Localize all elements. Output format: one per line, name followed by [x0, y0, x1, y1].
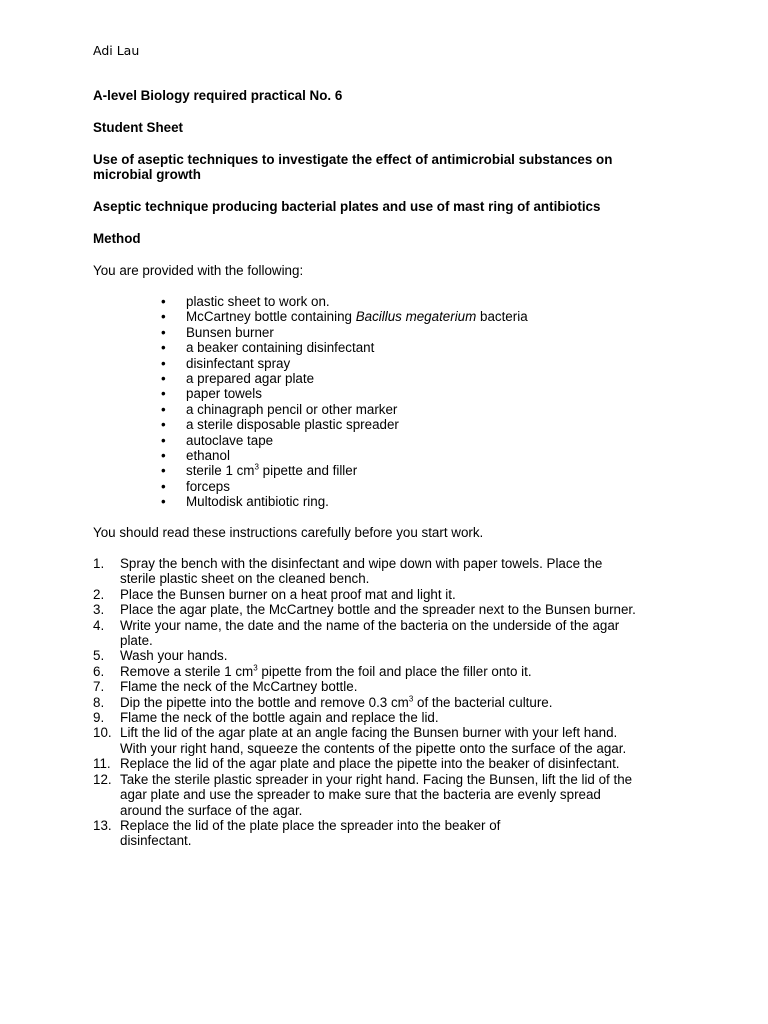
bullet-icon: • [161, 324, 166, 340]
step-number: 10. [93, 725, 112, 741]
topic-heading-line2: microbial growth [93, 167, 201, 182]
bullet-icon: • [161, 417, 166, 433]
bullet-icon: • [161, 386, 166, 402]
bullet-icon: • [161, 355, 166, 371]
bullet-icon: • [161, 447, 166, 463]
read-instructions-note: You should read these instructions carefully before you start work. [93, 525, 484, 540]
bullet-icon: • [161, 463, 166, 479]
bullet-icon: • [161, 340, 166, 356]
method-heading: Method [93, 231, 141, 246]
sheet-heading: Student Sheet [93, 120, 184, 135]
list-item: 10. Lift the lid of the agar plate at an angle facing the Bunsen burner with your left hand. With your right hand, squeeze the contents of the pipette onto the surface of the agar. [93, 725, 627, 756]
list-item: 4. Write your name, the date and the name of the bacteria on the underside of the agar plate. [93, 617, 620, 649]
list-item: 5. Wash your hands. [93, 648, 228, 664]
bullet-icon: • [161, 494, 166, 510]
list-item: 1. Spray the bench with the disinfectant and wipe down with paper towels. Place the sterile plastic sheet on the cleaned bench. [93, 556, 603, 587]
bullet-icon: • [161, 294, 166, 309]
subtopic-heading: Aseptic technique producing bacterial plates and use of mast ring of antibiotics [93, 199, 601, 214]
step-number: 4. [93, 617, 105, 633]
document-title: A-level Biology required practical No. 6 [93, 88, 343, 103]
step-number: 7. [93, 679, 105, 695]
bullet-icon: • [161, 478, 166, 494]
list-item: 12. Take the sterile plastic spreader in your right hand. Facing the Bunsen, lift the lid of the agar plate and use the spreader to make sure that the bacteria are evenly spread around the surface of the agar. [93, 771, 633, 818]
materials-intro: You are provided with the following: [93, 263, 304, 278]
bullet-icon: • [161, 401, 166, 417]
step-number: 12. [93, 771, 112, 787]
step-number: 1. [93, 556, 105, 571]
topic-heading-line1: Use of aseptic techniques to investigate the effect of antimicrobial substances on [93, 152, 613, 167]
list-item: 9. Flame the neck of the bottle again and replace the lid. [93, 710, 439, 726]
list-item: 7. Flame the neck of the McCartney bottle. [93, 679, 358, 695]
list-item: 2. Place the Bunsen burner on a heat proof mat and light it. [93, 586, 456, 602]
method-steps [93, 556, 693, 849]
species-name: Bacillus megaterium [355, 309, 477, 325]
step-number: 8. [93, 694, 105, 710]
list-item: 8. Dip the pipette into the bottle and remove 0.3 $cm^3$ of the bacterial culture. [93, 694, 553, 710]
step-number: 6. [93, 663, 105, 679]
step-number: 5. [93, 648, 105, 664]
step-number: 11. [93, 756, 111, 772]
author-name: Adi Lau [93, 43, 140, 58]
bullet-icon: • [161, 309, 166, 325]
step-number: 3. [93, 602, 105, 618]
list-item: 11. Replace the lid of the agar plate and place the pipette into the beaker of disinfectant. [93, 756, 620, 772]
list-item: 6. Remove a sterile 1 $cm^3$ pipette from the foil and place the filler onto it. [93, 663, 532, 679]
bullet-icon: • [161, 370, 166, 386]
list-item: 13. Replace the lid of the plate place the spreader into the beaker of disinfectant. [93, 817, 501, 849]
step-number: 13. [93, 817, 112, 833]
document-page: Adi Lau A-level Biology required practical No. 6 Student Sheet Use of aseptic techniques to investigate the effect of antimicrobial substances on microbial growth Aseptic technique producing bacterial plates and use of mast ring of antibiotics Method You are provided with the following: • plastic sheet to work on. • McCartney bottle containing Bacillus megaterium bacteria • Bunsen burner • a beaker containing disinfectant • disinfectant spray • a prepared agar plate • paper towels • a chinagraph pencil or other marker • a sterile disposable plastic spreader • autoclave tape • ethanol • sterile 1 $cm^3$ pipette and filler • forceps • Multodisk antibiotic ring. You should read these instructions carefully before you start work. 1. Spray the bench with the disinfectant and wipe down with paper towels. Place the sterile plastic sheet on the cleaned bench. 2. Place the Bunsen burner on a heat proof mat and light it. 3. Place the agar plate, the McCartney bottle and the spreader next to the Bunsen burner. 4. Write your name, the date and the name of the bacteria on the underside of the agar plate. 5. Wash your hands. 6. Remove a sterile 1 $cm^3$ pipette from the foil and place the filler onto it. 7. Flame the neck of the McCartney bottle. 8. Dip the pipette into the bottle and remove 0.3 $cm^3$ of the bacterial culture. 9. Flame the neck of the bottle again and replace the lid. 10. Lift the lid of the agar plate at an angle facing the Bunsen burner with your left hand. With your right hand, squeeze the contents of the pipette onto the surface of the agar. 11. Replace the lid of the agar plate and place the pipette into the beaker of disinfectant. 12. Take the sterile plastic spreader in your right hand. Facing the Bunsen, lift the lid of the agar plate and use the spreader to make sure that the bacteria are evenly spread around the surface of the agar. 13. Replace the lid of the plate place the spreader into the beaker of disinfectant. [0, 0, 768, 1024]
bullet-icon: • [161, 432, 166, 448]
step-number: 9. [93, 710, 105, 726]
step-number: 2. [93, 586, 105, 602]
list-item: 3. Place the agar plate, the McCartney bottle and the spreader next to the Bunsen burner. [93, 602, 636, 618]
